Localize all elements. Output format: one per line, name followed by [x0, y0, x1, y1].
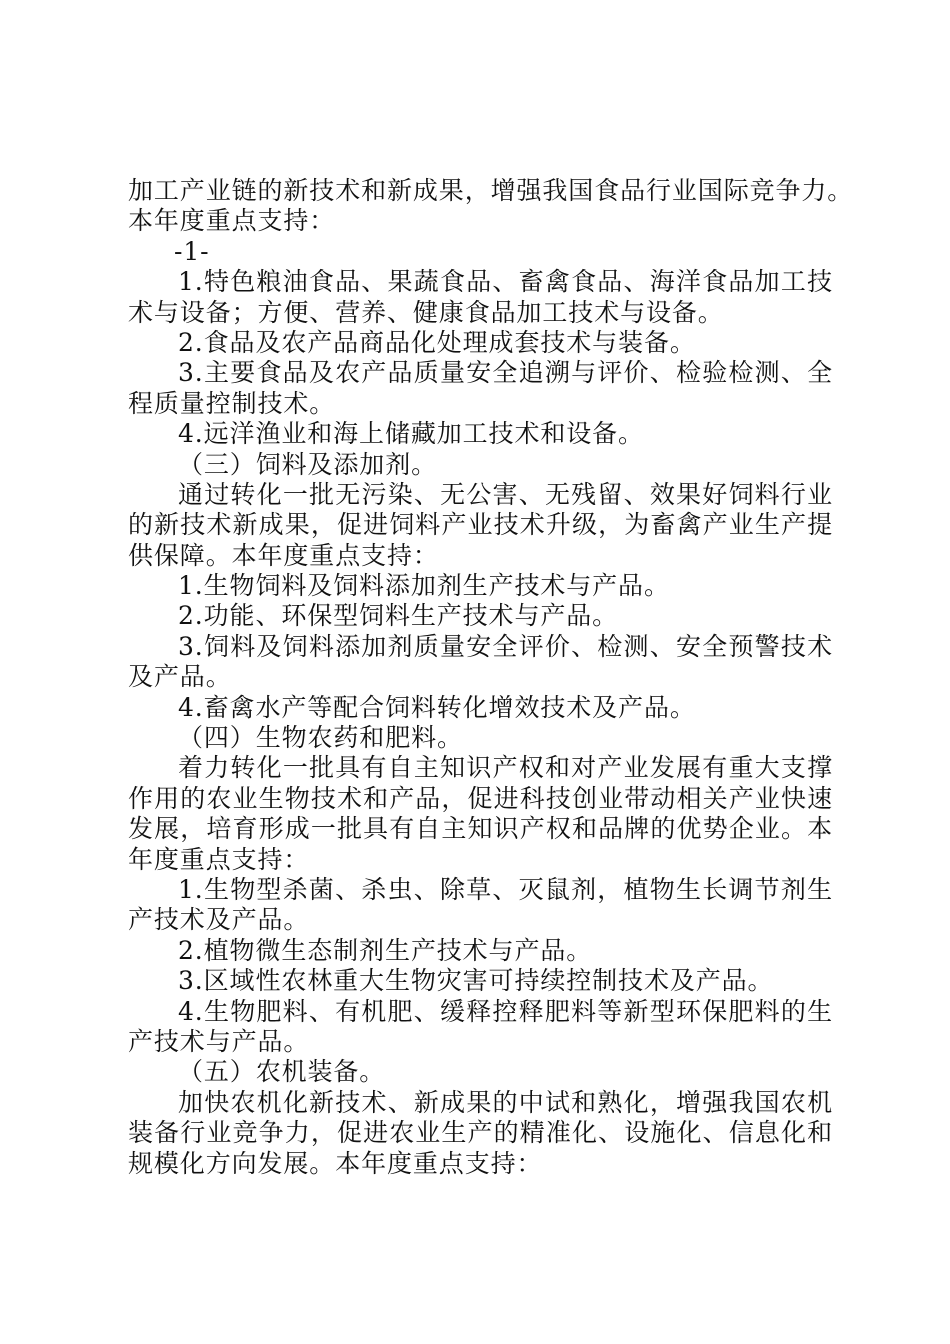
list-item-continuation: 产技术及产品。 — [128, 905, 310, 935]
list-item-continuation: 及产品。 — [128, 662, 232, 692]
list-item: 2.食品及农产品商品化处理成套技术与装备。 — [178, 327, 696, 357]
paragraph-line: 装备行业竞争力，促进农业生产的精准化、设施化、信息化和 — [128, 1118, 833, 1148]
section-heading: （三）饲料及添加剂。 — [178, 449, 438, 479]
paragraph-line: 发展，培育形成一批具有自主知识产权和品牌的优势企业。本 — [128, 814, 833, 844]
paragraph-line: 作用的农业生物技术和产品，促进科技创业带动相关产业快速 — [128, 783, 833, 813]
list-item: 2.植物微生态制剂生产技术与产品。 — [178, 935, 593, 965]
list-item: 4.远洋渔业和海上储藏加工技术和设备。 — [178, 419, 644, 449]
paragraph-line: 加工产业链的新技术和新成果，增强我国食品行业国际竞争力。 — [128, 176, 854, 205]
paragraph-line: 规模化方向发展。本年度重点支持： — [128, 1148, 543, 1178]
section-heading: （五）农机装备。 — [178, 1057, 386, 1087]
paragraph-line: 加快农机化新技术、新成果的中试和熟化，增强我国农机 — [178, 1087, 833, 1117]
list-item: 4.畜禽水产等配合饲料转化增效技术及产品。 — [178, 692, 696, 722]
paragraph-line: 通过转化一批无污染、无公害、无残留、效果好饲料行业 — [178, 479, 833, 509]
list-item: 4.生物肥料、有机肥、缓释控释肥料等新型环保肥料的生 — [178, 996, 833, 1026]
paragraph-line: 本年度重点支持： — [128, 206, 336, 236]
list-item-continuation: 程质量控制技术。 — [128, 388, 336, 418]
page-number: -1- — [174, 236, 210, 266]
section-heading: （四）生物农药和肥料。 — [178, 723, 463, 753]
list-item: 1.生物饲料及饲料添加剂生产技术与产品。 — [178, 571, 670, 601]
list-item: 3.主要食品及农产品质量安全追溯与评价、检验检测、全 — [178, 358, 833, 388]
paragraph-line: 的新技术新成果，促进饲料产业技术升级，为畜禽产业生产提 — [128, 510, 833, 540]
list-item: 3.区域性农林重大生物灾害可持续控制技术及产品。 — [178, 966, 774, 996]
list-item-continuation: 术与设备；方便、营养、健康食品加工技术与设备。 — [128, 297, 724, 327]
list-item: 1.特色粮油食品、果蔬食品、畜禽食品、海洋食品加工技 — [178, 267, 833, 297]
paragraph-line: 着力转化一批具有自主知识产权和对产业发展有重大支撑 — [178, 753, 833, 783]
paragraph-line: 年度重点支持： — [128, 844, 310, 874]
paragraph-line: 供保障。本年度重点支持： — [128, 540, 439, 570]
list-item: 3.饲料及饲料添加剂质量安全评价、检测、安全预警技术 — [178, 631, 833, 661]
list-item: 1.生物型杀菌、杀虫、除草、灭鼠剂，植物生长调节剂生 — [178, 874, 833, 904]
document-page — [128, 176, 854, 1179]
list-item: 2.功能、环保型饲料生产技术与产品。 — [178, 601, 619, 631]
list-item-continuation: 产技术与产品。 — [128, 1026, 310, 1056]
